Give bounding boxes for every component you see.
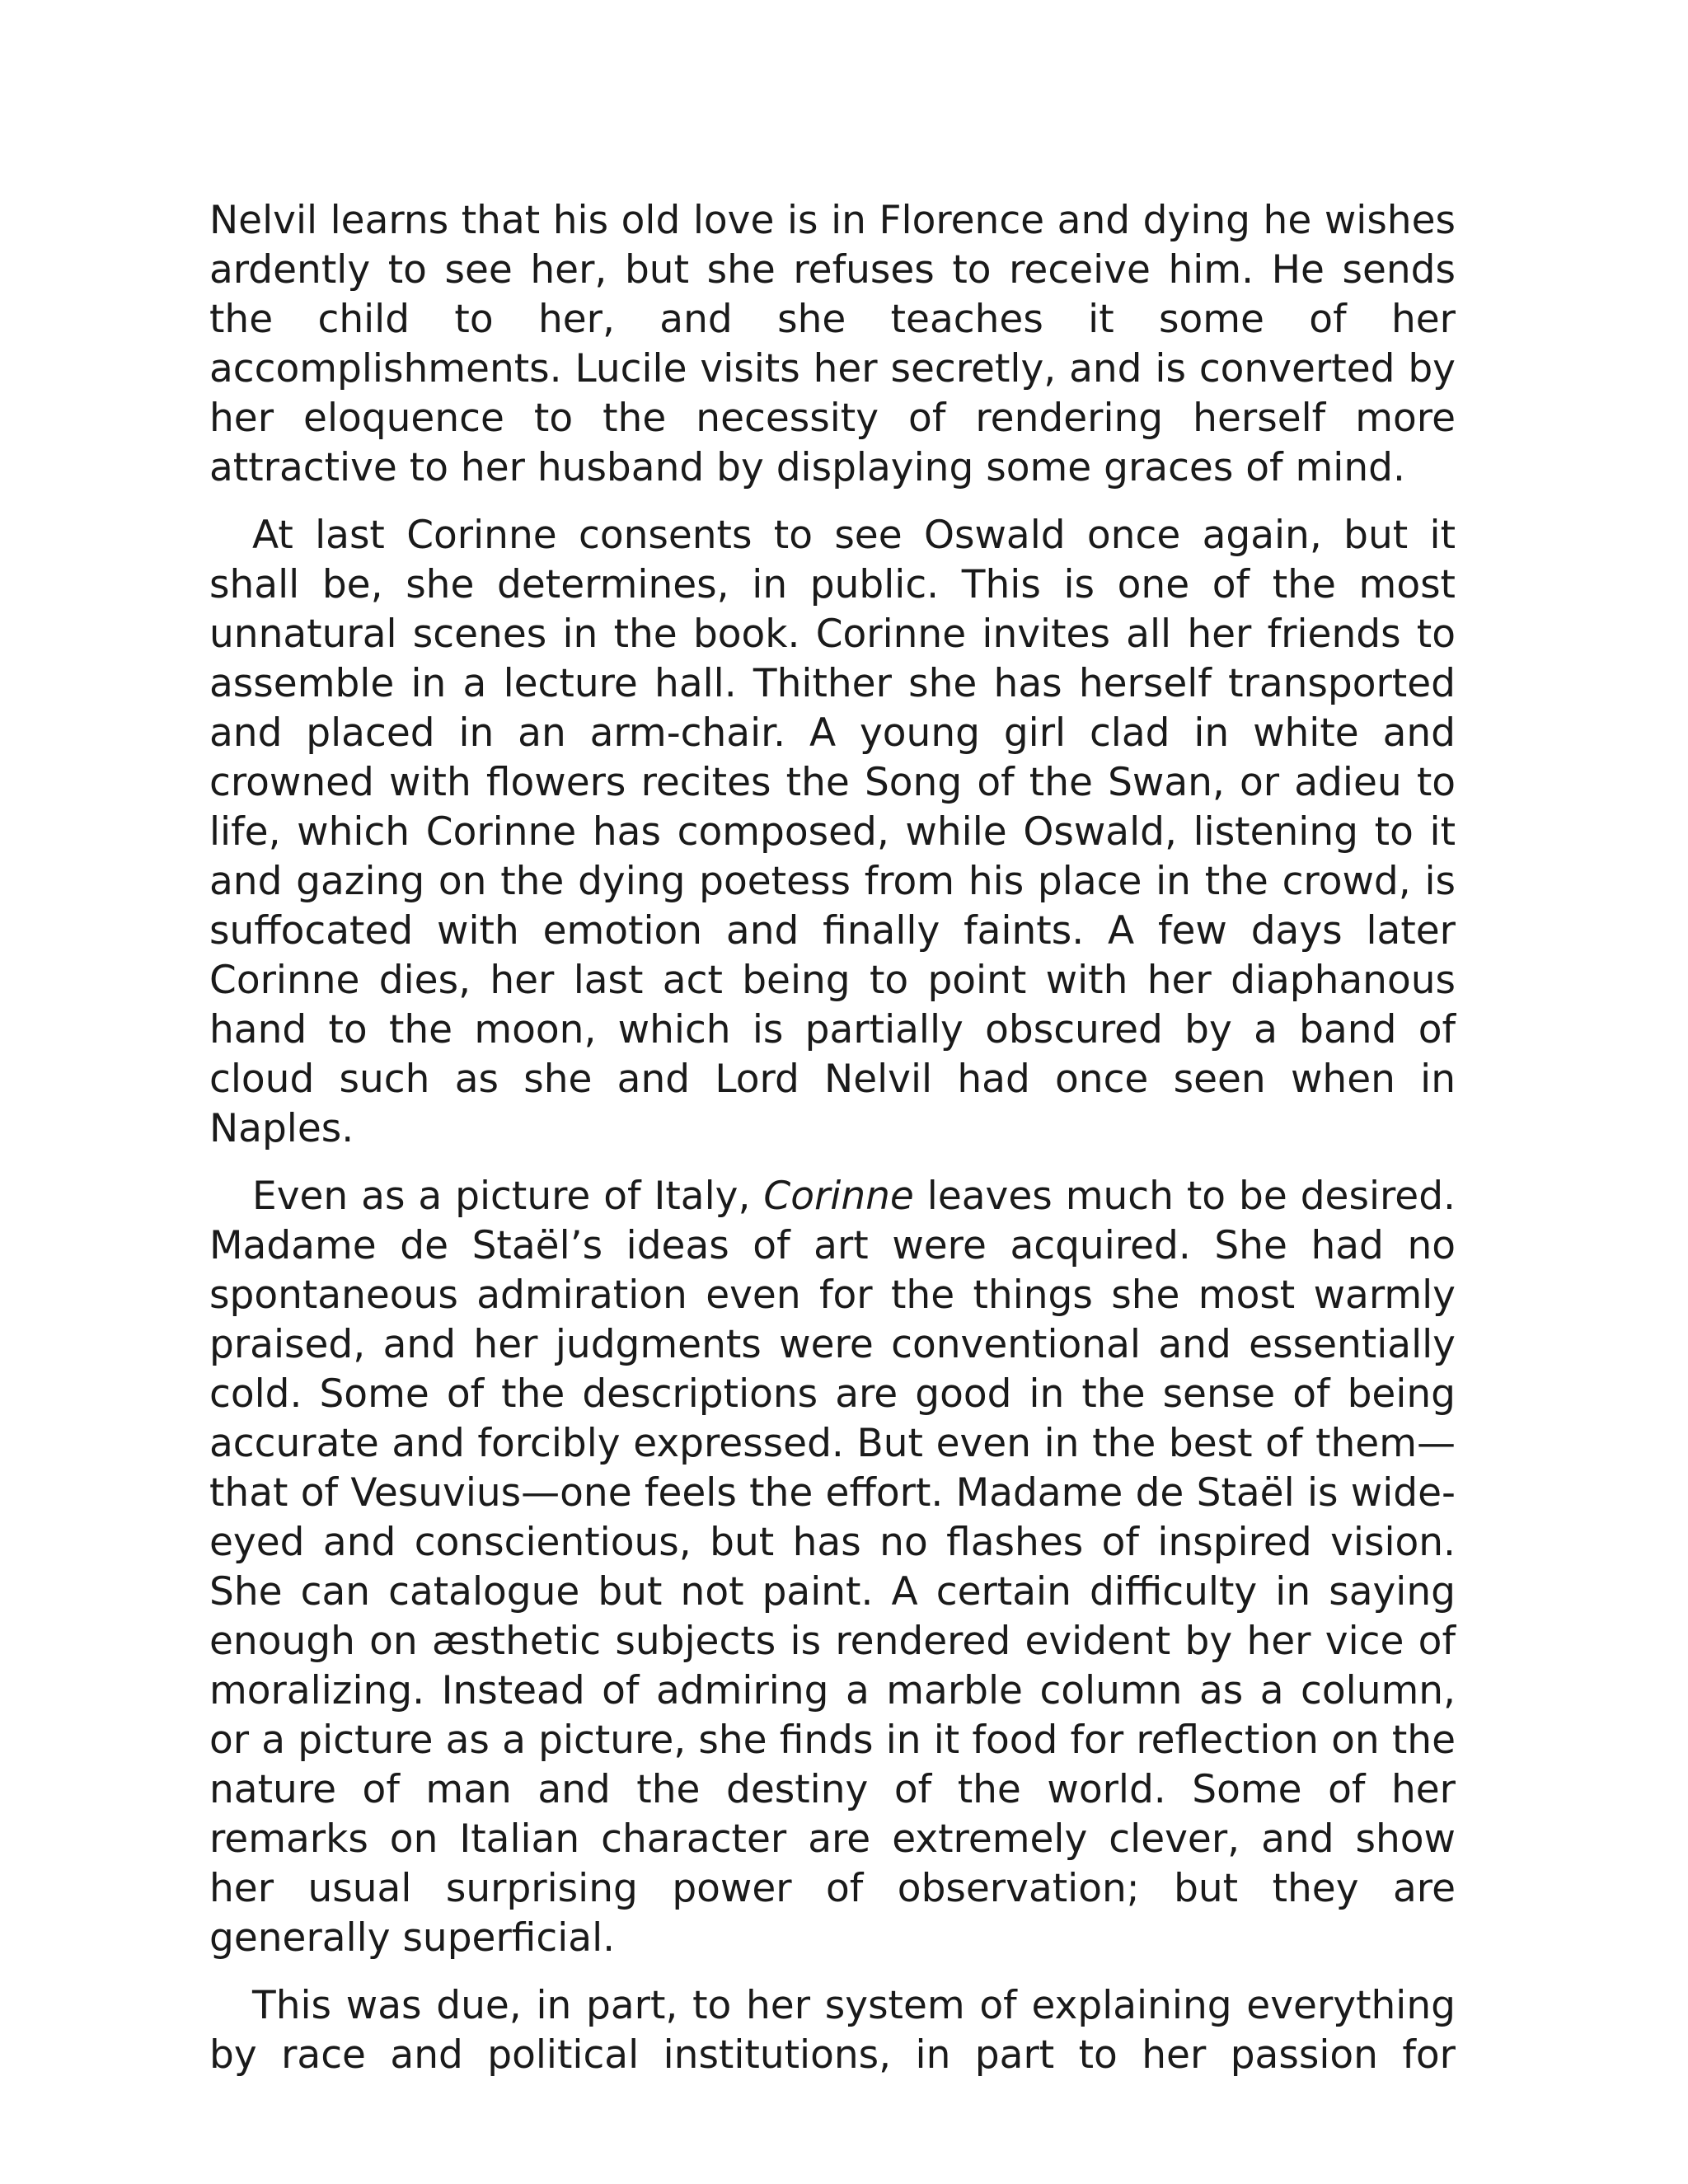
document-page [209,196,1456,2098]
paragraph-3-text-before: Even as a picture of Italy, [252,1174,764,1219]
paragraph-3-title-emphasis: Corinne [763,1174,914,1219]
paragraph-4 [209,1981,1456,2080]
paragraph-4-text: This was due, in part, to her system of explaining everything by race and political institutions, in part to her passion for [209,1983,1456,2078]
paragraph-3-text-after: leaves much to be desired. Madame de Staël’s ideas of art were acquired. She had no spontaneous admiration even for the things she most warmly praised, and her judgments were conventional and essentially cold. Some of the descriptions are good in the sense of being accurate and forcibly expressed. But even in the best of them—that of Vesuvius—one feels the effort. Madame de Staël is wide-eyed and conscientious, but has no flashes of inspired vision. She can catalogue but not paint. A certain difficulty in saying enough on æsthetic subjects is rendered evident by her vice of moralizing. Instead of admiring a marble column as a column, or a picture as a picture, she finds in it food for reflection on the nature of man and the destiny of the world. Some of her remarks on Italian character are extremely clever, and show her usual surprising power of observation; but they are generally superficial. [209,1174,1456,1961]
paragraph-1 [209,196,1456,493]
paragraph-2-text: At last Corinne consents to see Oswald once again, but it shall be, she determines, in public. This is one of the most unnatural scenes in the book. Corinne invites all her friends to assemble in a lecture hall. Thither she has herself transported and placed in an arm-chair. A young girl clad in white and crowned with flowers recites the Song of the Swan, or adieu to life, which Corinne has composed, while Oswald, listening to it and gazing on the dying poetess from his place in the crowd, is suffocated with emotion and finally faints. A few days later Corinne dies, her last act being to point with her diaphanous hand to the moon, which is partially obscured by a band of cloud such as she and Lord Nelvil had once seen when in Naples. [209,513,1456,1151]
paragraph-1-text: Nelvil learns that his old love is in Florence and dying he wishes ardently to see her, but she refuses to receive him. He sends the child to her, and she teaches it some of her accomplishments. Lucile visits her secretly, and is converted by her eloquence to the necessity of rendering herself more attractive to her husband by displaying some graces of mind. [209,198,1456,490]
paragraph-3 [209,1172,1456,1963]
paragraph-2 [209,511,1456,1154]
